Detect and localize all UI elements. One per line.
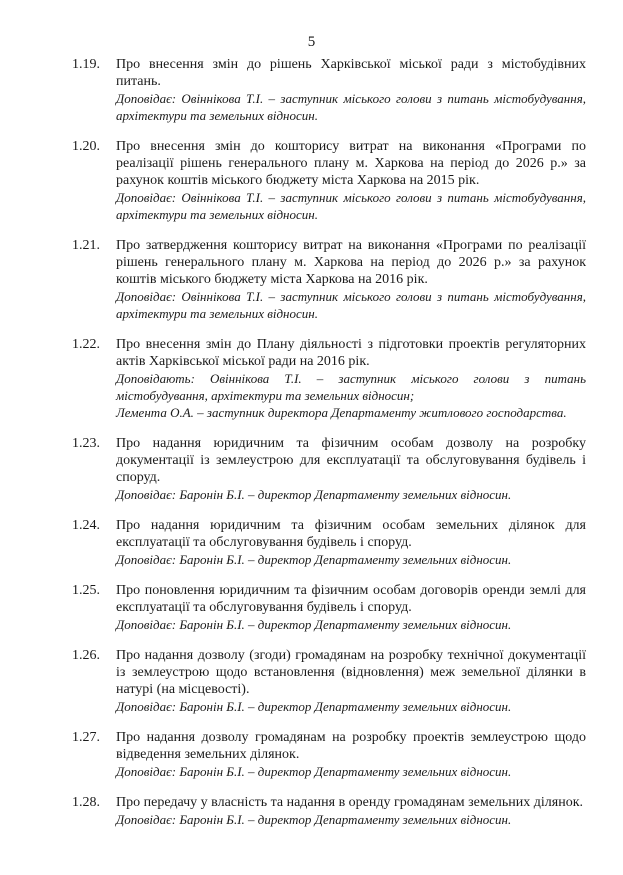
item-body bbox=[116, 237, 586, 322]
item-title: Про передачу у власність та надання в оренду громадянам земельних ділянок. bbox=[116, 795, 583, 810]
item-speaker: Доповідає: Баронін Б.І. – директор Департаменту земельних відносин. bbox=[116, 812, 512, 827]
agenda-item bbox=[0, 582, 623, 633]
agenda-list bbox=[0, 56, 623, 842]
item-title: Про внесення змін до рішень Харківської міської ради з містобудівних питань. bbox=[116, 57, 586, 89]
item-speaker: Доповідає: Баронін Б.І. – директор Департаменту земельних відносин. bbox=[116, 764, 512, 779]
agenda-item bbox=[0, 56, 623, 124]
item-number: 1.24. bbox=[72, 518, 100, 533]
item-body bbox=[116, 582, 586, 633]
agenda-item bbox=[0, 647, 623, 715]
item-number: 1.20. bbox=[72, 139, 100, 154]
item-speaker: Доповідає: Овіннікова Т.І. – заступник міського голови з питань містобудування, архітектури та земельних відносин. bbox=[116, 190, 586, 222]
item-number: 1.19. bbox=[72, 57, 100, 72]
item-title: Про надання дозволу (згоди) громадянам на розробку технічної документації із землеустрою щодо встановлення (відновлення) меж земельної ділянки в натурі (на місцевості). bbox=[116, 648, 586, 697]
item-number: 1.25. bbox=[72, 583, 100, 598]
item-number: 1.27. bbox=[72, 730, 100, 745]
item-speaker: Доповідає: Баронін Б.І. – директор Департаменту земельних відносин. bbox=[116, 552, 512, 567]
item-body bbox=[116, 729, 586, 780]
agenda-item bbox=[0, 138, 623, 223]
item-speaker: Доповідає: Овіннікова Т.І. – заступник міського голови з питань містобудування, архітектури та земельних відносин. bbox=[116, 91, 586, 123]
item-body bbox=[116, 435, 586, 503]
agenda-item bbox=[0, 435, 623, 503]
agenda-item bbox=[0, 336, 623, 421]
item-speaker: Лемента О.А. – заступник директора Департаменту житлового господарства. bbox=[116, 405, 567, 420]
item-body bbox=[116, 336, 586, 421]
item-speaker: Доповідають: Овіннікова Т.І. – заступник міського голови з питань містобудування, архітектури та земельних відносин; bbox=[116, 371, 586, 403]
item-body bbox=[116, 138, 586, 223]
item-title: Про внесення змін до Плану діяльності з підготовки проектів регуляторних актів Харківської міської ради на 2016 рік. bbox=[116, 337, 586, 369]
agenda-item bbox=[0, 794, 623, 828]
item-body bbox=[116, 56, 586, 124]
agenda-item bbox=[0, 517, 623, 568]
item-title: Про внесення змін до кошторису витрат на виконання «Програми по реалізації рішень генерального плану м. Харкова на період до 2026 р.» за рахунок коштів міського бюджету міста Харкова на 2015 рік. bbox=[116, 139, 586, 188]
item-body bbox=[116, 647, 586, 715]
item-number: 1.28. bbox=[72, 795, 100, 810]
item-speaker: Доповідає: Баронін Б.І. – директор Департаменту земельних відносин. bbox=[116, 487, 512, 502]
item-title: Про надання дозволу громадянам на розробку проектів землеустрою щодо відведення земельних ділянок. bbox=[116, 730, 586, 762]
item-number: 1.23. bbox=[72, 436, 100, 451]
item-title: Про надання юридичним та фізичним особам дозволу на розробку документації із землеустрою для експлуатації та обслуговування будівель і споруд. bbox=[116, 436, 586, 485]
item-speaker: Доповідає: Баронін Б.І. – директор Департаменту земельних відносин. bbox=[116, 699, 512, 714]
item-title: Про надання юридичним та фізичним особам земельних ділянок для експлуатації та обслуговування будівель і споруд. bbox=[116, 518, 586, 550]
item-speaker: Доповідає: Баронін Б.І. – директор Департаменту земельних відносин. bbox=[116, 617, 512, 632]
item-number: 1.26. bbox=[72, 648, 100, 663]
agenda-item bbox=[0, 729, 623, 780]
item-speaker: Доповідає: Овіннікова Т.І. – заступник міського голови з питань містобудування, архітектури та земельних відносин. bbox=[116, 289, 586, 321]
agenda-item bbox=[0, 237, 623, 322]
item-number: 1.22. bbox=[72, 337, 100, 352]
item-body bbox=[116, 794, 586, 828]
item-number: 1.21. bbox=[72, 238, 100, 253]
item-body bbox=[116, 517, 586, 568]
item-title: Про поновлення юридичним та фізичним особам договорів оренди землі для експлуатації та обслуговування будівель і споруд. bbox=[116, 583, 586, 615]
page-number: 5 bbox=[307, 34, 316, 50]
item-title: Про затвердження кошторису витрат на виконання «Програми по реалізації рішень генерального плану м. Харкова на період до 2026 р.» за рахунок коштів міського бюджету міста Харкова на 2016 рік. bbox=[116, 238, 586, 287]
